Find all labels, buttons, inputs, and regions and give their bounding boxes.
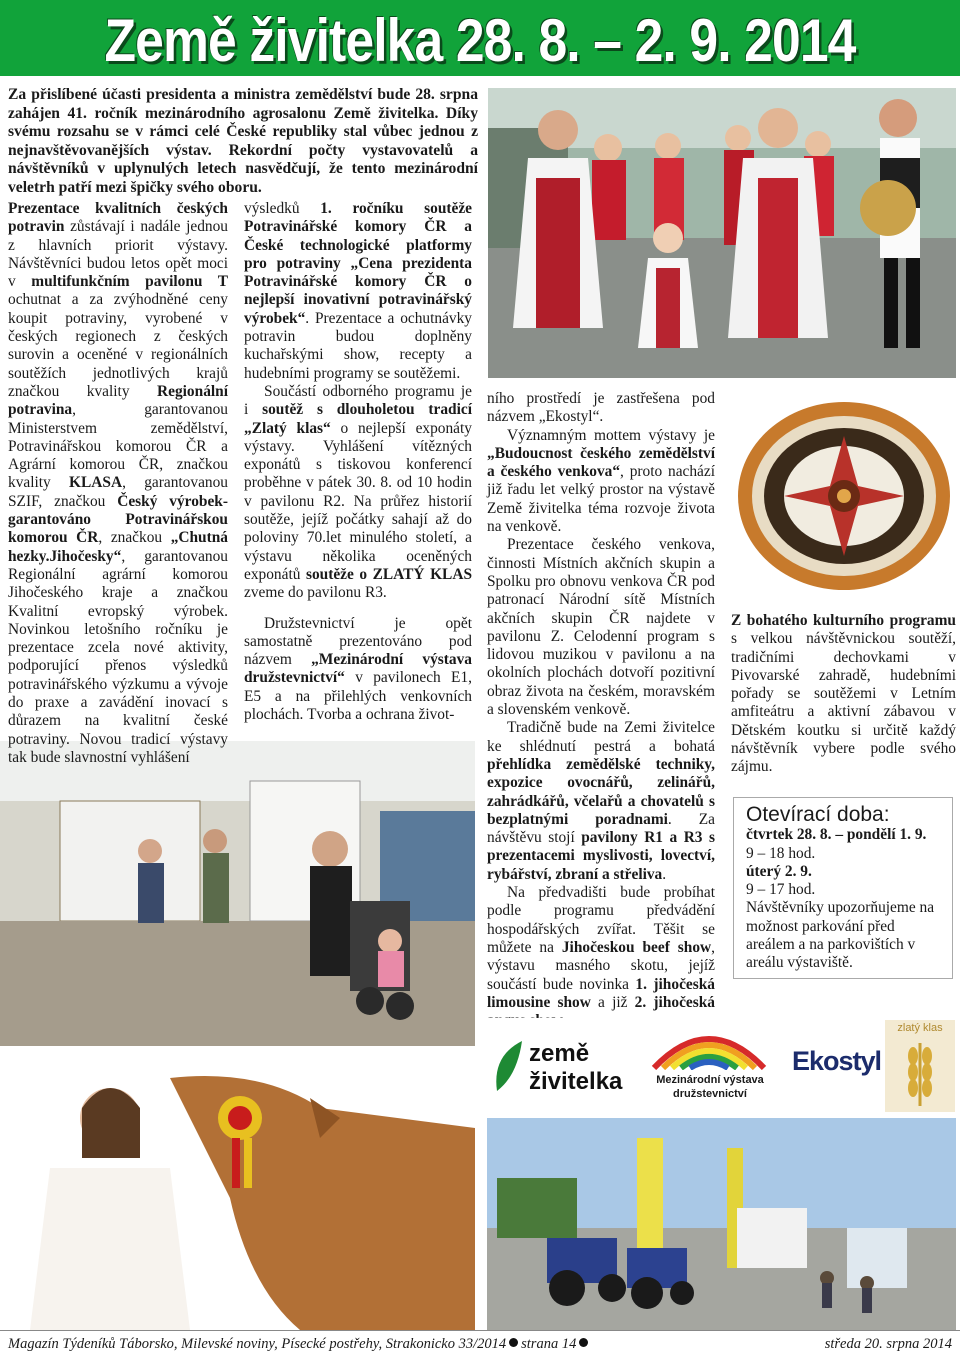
article-column-1 <box>8 200 228 767</box>
bullet-icon <box>579 1338 588 1347</box>
photo-tractors <box>487 1118 956 1330</box>
zlaty-klas-logo: zlatý klas <box>885 1020 955 1112</box>
paragraph: Prezentace kvalitních českých potravin zůstávají i nadále jednou z hlavních priorit výstavy. Návštěvníci budou letos opět moci v multifunkčním pavilonu T ochutnat a za zvýhodněné ceny koupit potraviny, vyrobené v českých regionech z českých surovin a oceněné v regionálních soutěžích jednotlivých krajů značkou kvality Regionální potravina, garantovanou Ministerstvem zemědělství, Potravinářskou komorou ČR a Agrární komorou ČR, značkou kvality KLASA, garantovanou SZIF, značkou Český výrobek-garantováno Potravinářskou komorou ČR, značkou „Chutná hezky.Jihočesky“, garantovanou Regionální agrární komorou Jihočeského kraje a značkou Kvalitní evropský výrobek. Novinkou letošního ročníku je prezentace zcela nové aktivity, podporující přenos výsledků potravinářského výzkumu a vývoje do praxe a zavádění inovací s důrazem na kvalitní české potraviny. Novou tradicí výstavy tak bude slavnostní vyhlášení <box>8 200 228 766</box>
bullet-icon <box>509 1338 518 1347</box>
text-bold: Prezentace kvalitních českých potravin <box>8 200 228 236</box>
photo-pavilion-crowd <box>0 741 475 1046</box>
ekostyl-logo: Ekostyl <box>792 1046 882 1076</box>
lead-paragraph: Za přislíbené účasti presidenta a ministra zemědělství bude 28. srpna zahájen 41. ročník mezinárodního agrosalonu Země živitelka. Díky svému rozsahu se v rámci celé České republiky stal vůbec jednou z nejnavštěvovanějších výstav. Rekordní počty vystavovatelů a návštěvníků v uplynulých letech nasvědčují, že tento mezinárodní veletrh patří mezi špičky svého oboru. <box>8 86 478 196</box>
opening-hours-title: Otevírací doba: <box>746 803 890 826</box>
leaf-icon <box>487 1036 527 1096</box>
opening-hours-box <box>733 797 953 979</box>
hours-line: 9 – 17 hod. <box>746 881 816 899</box>
paragraph: ního prostředí je zastřešena pod názvem „Ekostyl“. <box>487 390 715 426</box>
rainbow-icon <box>649 1024 769 1070</box>
paragraph: Prezentace českého venkova, činnosti Místních akčních skupin a Spolku pro obnovu venkova ČR pod patronací Národní sítě Místních akčních skupin ČR najdete v pavilonu Z. Celodenní program s lidovou muzikou v pavilonu a na okolních plochách dotvoří pozitivní obraz života na českém, moravském a slovenském venkově. <box>487 536 715 719</box>
hours-line: čtvrtek 28. 8. – pondělí 1. 9. <box>746 826 927 844</box>
culture-caption: Z bohatého kulturního programu s velkou návštěvnickou soutěží, tradičními dechovkami v Pivovarské zahradě, hudebními pořady se soutěžemi v Letním amfiteátru a aktivní zábavou v Dětském koutku si určitě každý návštěvník vybere podle svého zájmu. <box>731 612 956 776</box>
hours-line: úterý 2. 9. <box>746 862 812 880</box>
sponsor-logos <box>487 1018 956 1114</box>
paragraph: Družstevnictví je opět samostatně prezentováno pod názvem „Mezinárodní výstava družstevnictví“ v pavilonech E1, E5 a na přilehlých venkovních plochách. Tvorba a ochrana život- <box>244 614 473 724</box>
page-title: Země živitelka 28. 8. – 2. 9. 2014 <box>104 7 856 74</box>
photo-horse-with-rosette <box>0 1048 475 1330</box>
zeme-zivitelka-logo: země živitelka <box>487 1036 627 1100</box>
paragraph: Na předvadišti bude probíhat podle programu předvádění hospodářských zvířat. Těšit se můžete na Jihočeskou beef show, výstavu masného skotu, jejíž součástí bude novinka 1. jihočeská limousine show a již 2. jihočeská <box>487 884 715 1011</box>
banner <box>0 0 960 76</box>
paragraph: Součástí odborného programu je i soutěž s dlouholetou tradicí „Zlatý klas“ o nejlepší exponáty výstavy. Vyhlášení vítězných exponátů s tiskovou konferencí proběhne v pátek 30. 8. od 10 hodin v pavilonu R2. Na průřez historií soutěže, jejíž počátky sahají až do poloviny 70.let minulého století, a výstavu několika oceněných exponátů soutěže o ZLATÝ KLAS zveme do pavilonu R3. <box>244 382 472 602</box>
paragraph: výsledků 1. ročníku soutěže Potravinářské komory ČR a České technologické platformy pro potraviny „Cena prezidenta Potravinářské komory ČR o nejlepší inovativní potravinářský výrobek“. Prezentace a ochutnávky potravin budou doplněny kuchařskými show, recepty a hudebními programy se soutěžemi. <box>244 200 472 382</box>
article-column-3 <box>487 390 715 1030</box>
paragraph: Tradičně bude na Zemi živitelce ke shlédnutí pestrá a bohatá přehlídka zemědělské techniky, expozice ovocnářů, zelinářů, zahrádkářů, včelařů a chovatelů s bezplatnými poradnami. Za návštěvu stojí pavilony R1 a R3 s prezentacemi myslivosti, lovectví, rybářství, zbraní a střeliva. <box>487 719 715 883</box>
photo-decorated-bread <box>733 396 956 596</box>
page-footer <box>0 1330 960 1356</box>
article-column-2 <box>244 200 472 724</box>
footer-date: středa 20. srpna 2014 <box>824 1336 952 1352</box>
footer-left: Magazín Týdeníků Táborsko, Milevské noviny, Písecké postřehy, Strakonicko 33/2014 strana 14 <box>8 1332 591 1356</box>
wheat-icon <box>895 1038 945 1108</box>
cooperative-logo: Mezinárodní výstava družstevnictví <box>635 1024 785 1108</box>
hours-line: 9 – 18 hod. <box>746 844 816 862</box>
photo-folk-costumes <box>488 88 956 378</box>
paragraph: Významným mottem výstavy je „Budoucnost českého zemědělství a českého venkova“, proto nachází již řadu let velký prostor na výstavě Země živitelka téma rozvoje života na venkově. <box>487 426 715 536</box>
parking-note: Návštěvníky upozorňujeme na možnost parkování před areálem a na parkovištích v areálu výstaviště. <box>746 899 935 972</box>
